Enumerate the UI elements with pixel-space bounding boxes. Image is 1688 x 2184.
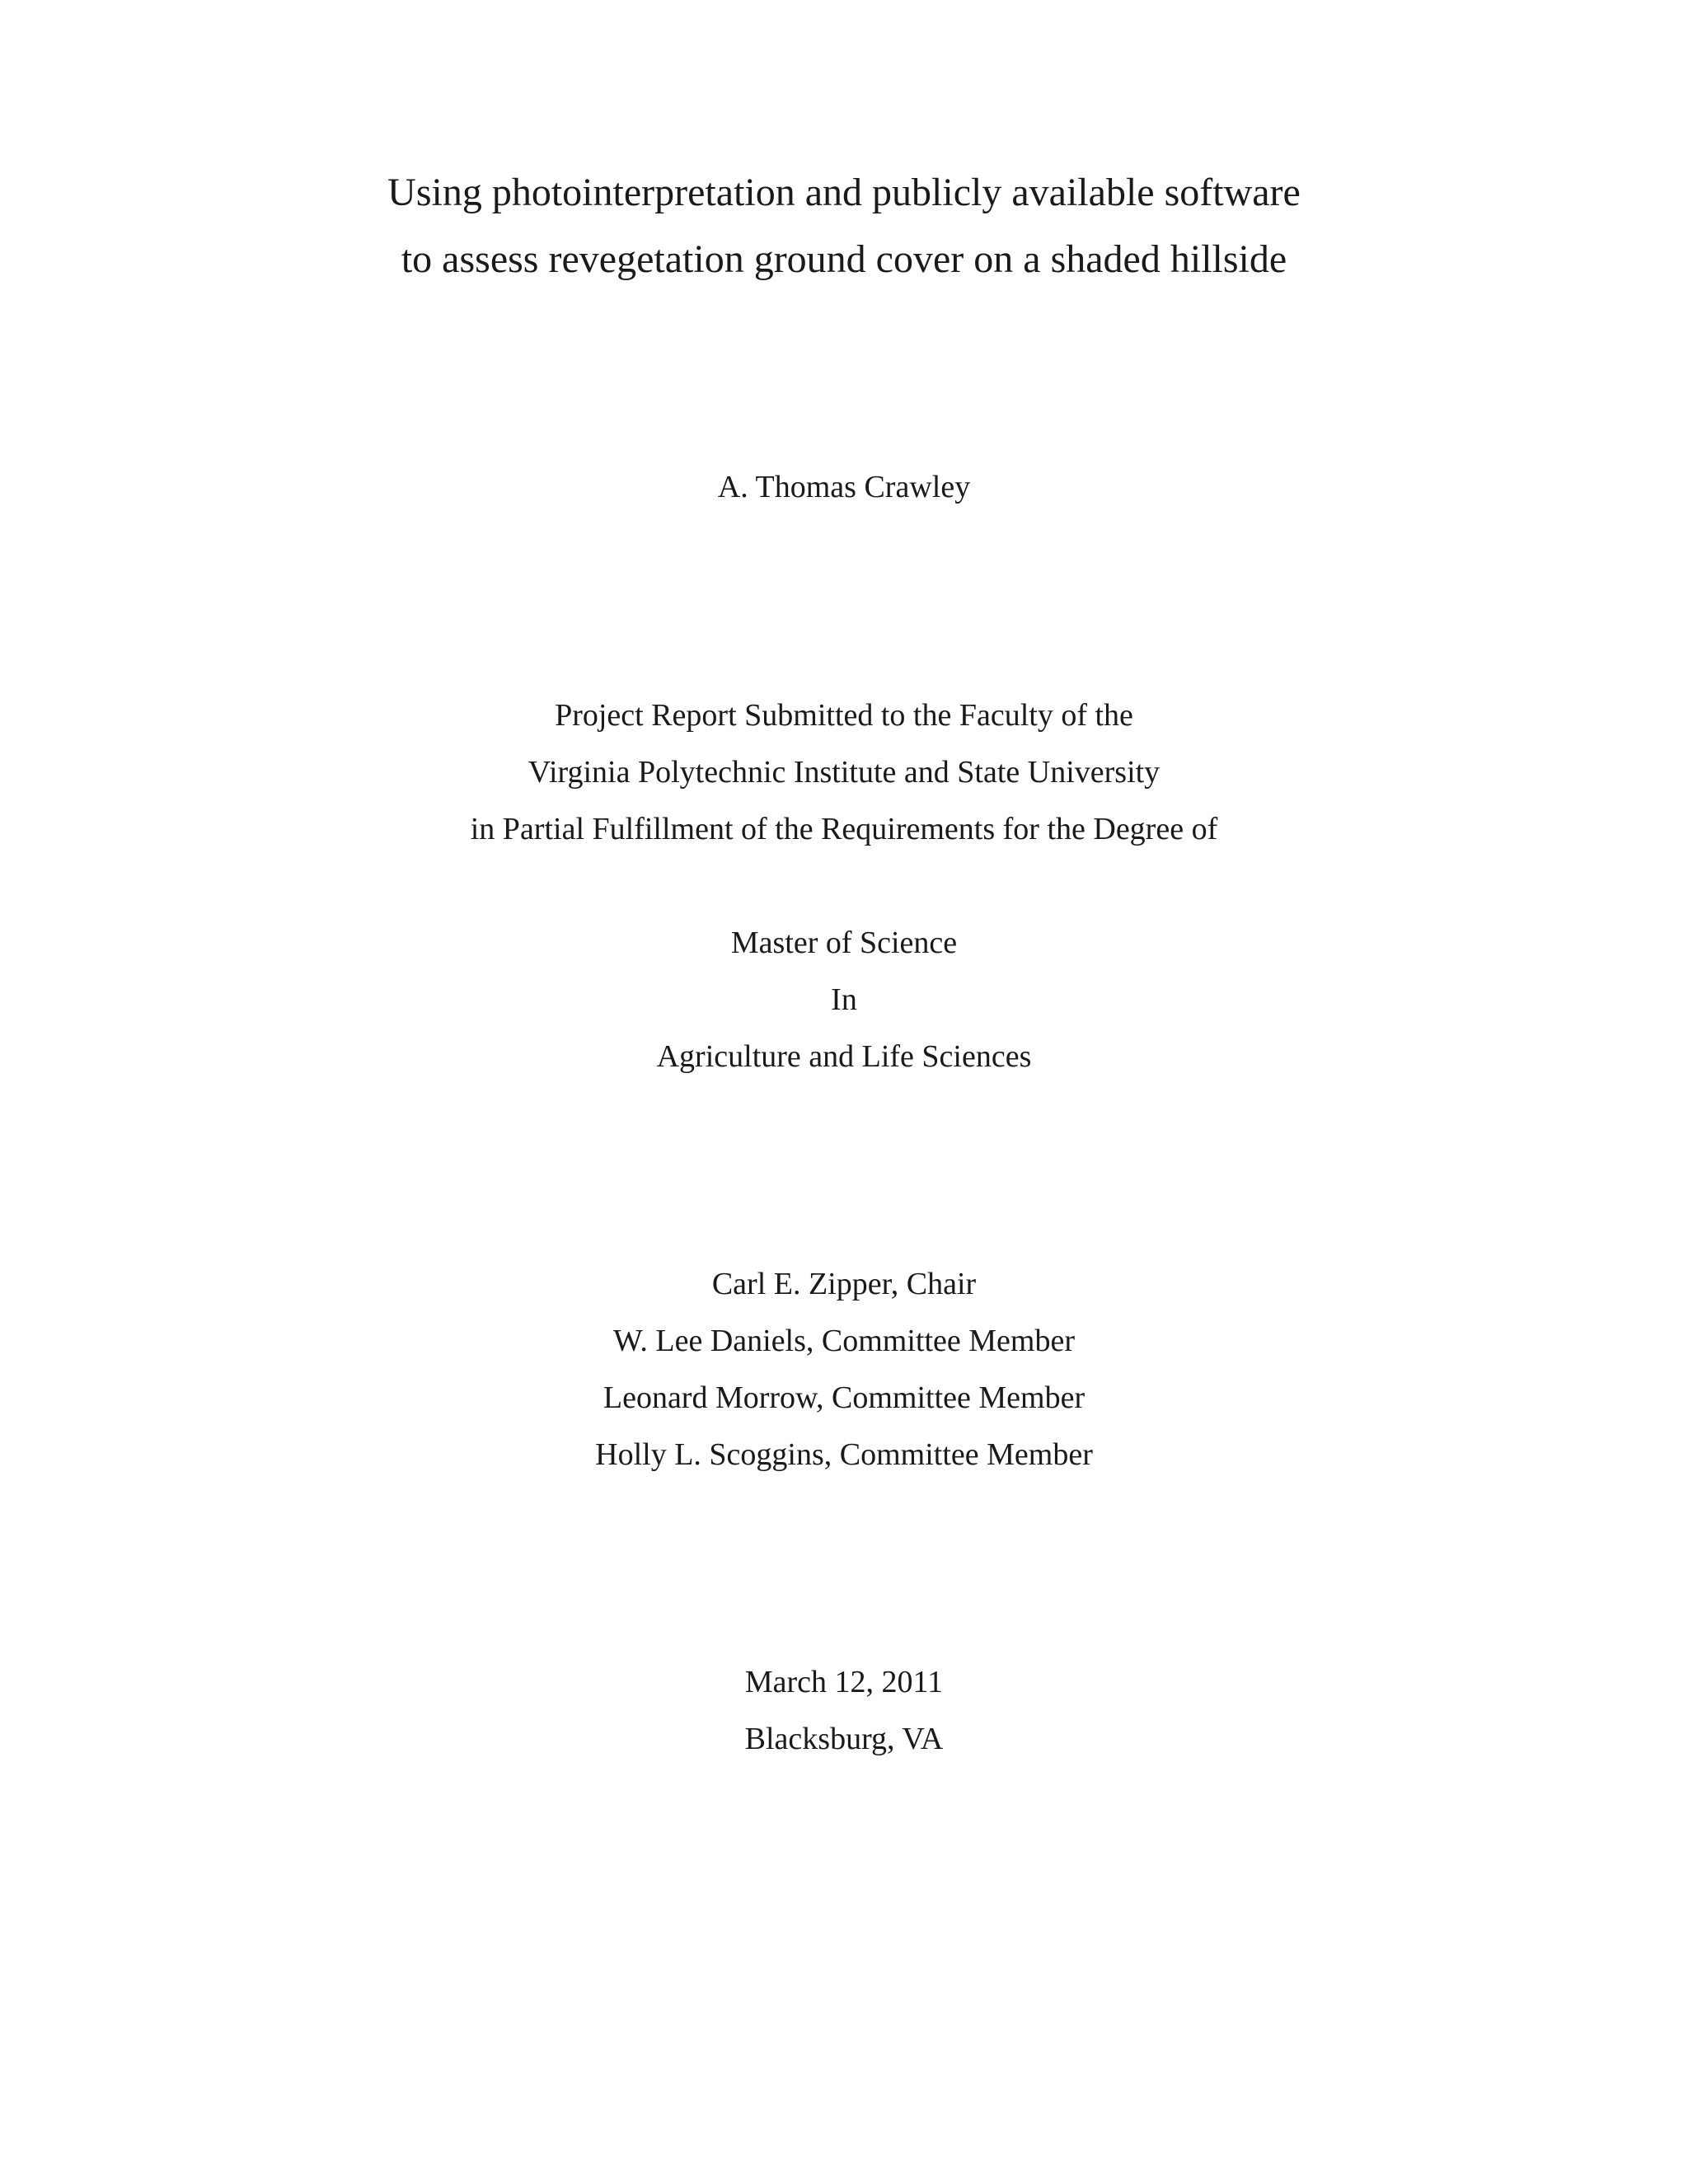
report-title-line-1: Using photointerpretation and publicly available software — [387, 171, 1301, 214]
submission-date: March 12, 2011 — [744, 1665, 944, 1699]
committee-member: Carl E. Zipper, Chair — [711, 1267, 977, 1301]
submission-line-3: in Partial Fulfillment of the Requirements for the Degree of — [470, 812, 1218, 846]
submission-line-2: Virginia Polytechnic Institute and State University — [528, 755, 1160, 790]
committee-member: Leonard Morrow, Committee Member — [603, 1380, 1085, 1415]
submission-line-1: Project Report Submitted to the Faculty of the — [555, 698, 1133, 733]
degree-connector: In — [831, 982, 857, 1017]
committee-member: W. Lee Daniels, Committee Member — [613, 1324, 1075, 1358]
author-name: A. Thomas Crawley — [717, 470, 971, 504]
report-title-line-2: to assess revegetation ground cover on a shaded hillside — [401, 237, 1287, 281]
committee-member: Holly L. Scoggins, Committee Member — [595, 1437, 1093, 1472]
submission-location: Blacksburg, VA — [744, 1722, 944, 1756]
degree-field: Agriculture and Life Sciences — [656, 1039, 1032, 1074]
degree-name: Master of Science — [730, 926, 958, 960]
